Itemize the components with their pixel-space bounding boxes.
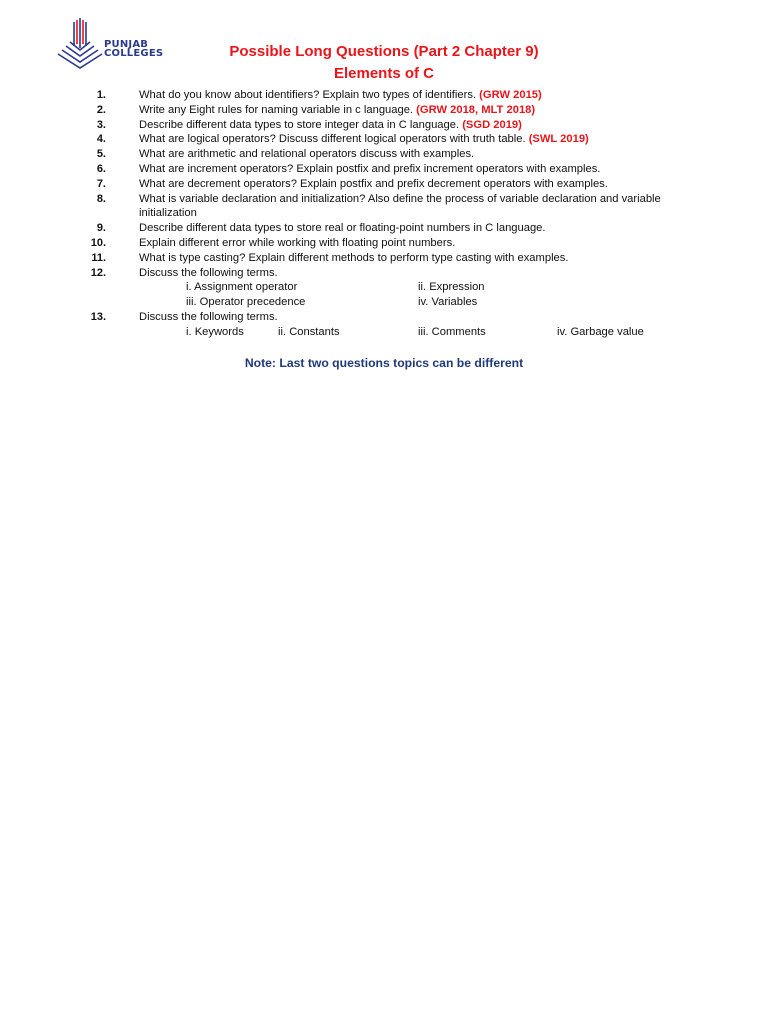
question-number: 3.	[96, 118, 106, 131]
question-text: Discuss the following terms.	[139, 310, 278, 323]
question-text: Describe different data types to store integer data in C language. (SGD 2019)	[139, 118, 522, 131]
question-13	[84, 310, 684, 325]
question-number: 7.	[96, 177, 106, 190]
question-list	[84, 88, 684, 340]
question-text: Describe different data types to store real or floating-point numbers in C language.	[139, 222, 546, 235]
question-text: What are logical operators? Discuss different logical operators with truth table. (SWL 2019)	[139, 133, 589, 146]
question-7	[84, 177, 684, 192]
logo-text-line1: PUNJAB	[104, 39, 149, 50]
term-item: iv. Variables	[418, 296, 478, 309]
logo-text-line2: COLLEGES	[104, 48, 164, 59]
question-text: What are decrement operators? Explain postfix and prefix decrement operators with examples.	[139, 177, 608, 190]
question-number: 8.	[96, 192, 106, 205]
question-number: 12.	[90, 266, 106, 279]
question-1	[84, 88, 684, 103]
question-5	[84, 147, 684, 162]
term-row	[84, 295, 684, 310]
board-tag: (GRW 2015)	[479, 89, 542, 101]
term-item: i. Assignment operator	[186, 281, 298, 294]
term-item: iv. Garbage value	[557, 325, 644, 338]
term-item: ii. Constants	[278, 325, 340, 338]
question-number: 13.	[90, 310, 106, 323]
question-text: Discuss the following terms.	[139, 266, 278, 279]
question-4	[84, 132, 684, 147]
question-number: 2.	[96, 103, 106, 116]
board-tag: (GRW 2018, MLT 2018)	[416, 103, 536, 116]
question-text: What is type casting? Explain different methods to perform type casting with examples.	[139, 251, 569, 264]
question-number: 6.	[96, 162, 106, 175]
question-text: Write any Eight rules for naming variable in c language. (GRW 2018, MLT 2018)	[139, 103, 536, 116]
question-11	[84, 251, 684, 266]
question-number: 9.	[96, 222, 106, 235]
term-item: i. Keywords	[186, 325, 244, 338]
question-number: 10.	[90, 236, 106, 249]
question-text: What is variable declaration and initialization? Also define the process of variable declaration and variable initialization	[139, 192, 661, 220]
question-2	[84, 103, 684, 118]
document-title: Possible Long Questions (Part 2 Chapter 9)	[229, 43, 539, 60]
question-8	[84, 192, 684, 222]
term-item: ii. Expression	[418, 281, 485, 294]
term-item: iii. Operator precedence	[186, 296, 306, 309]
document-subtitle: Elements of C	[333, 65, 435, 82]
board-tag: (SGD 2019)	[462, 118, 522, 131]
footer-note: Note: Last two questions topics can be different	[244, 356, 524, 370]
question-number: 11.	[91, 251, 106, 264]
question-3	[84, 118, 684, 133]
question-10	[84, 236, 684, 251]
question-text: Explain different error while working with floating point numbers.	[139, 236, 456, 249]
question-6	[84, 162, 684, 177]
question-number: 4.	[96, 133, 106, 146]
question-number: 5.	[96, 148, 106, 161]
term-row	[84, 280, 684, 295]
question-text: What do you know about identifiers? Explain two types of identifiers. (GRW 2015)	[139, 89, 542, 101]
term-row	[84, 325, 684, 340]
question-number: 1.	[96, 89, 106, 101]
term-item: iii. Comments	[418, 325, 486, 338]
board-tag: (SWL 2019)	[528, 133, 589, 146]
question-12	[84, 266, 684, 281]
question-text: What are increment operators? Explain postfix and prefix increment operators with examples.	[139, 162, 601, 175]
question-9	[84, 221, 684, 236]
question-text: What are arithmetic and relational operators discuss with examples.	[139, 148, 475, 161]
